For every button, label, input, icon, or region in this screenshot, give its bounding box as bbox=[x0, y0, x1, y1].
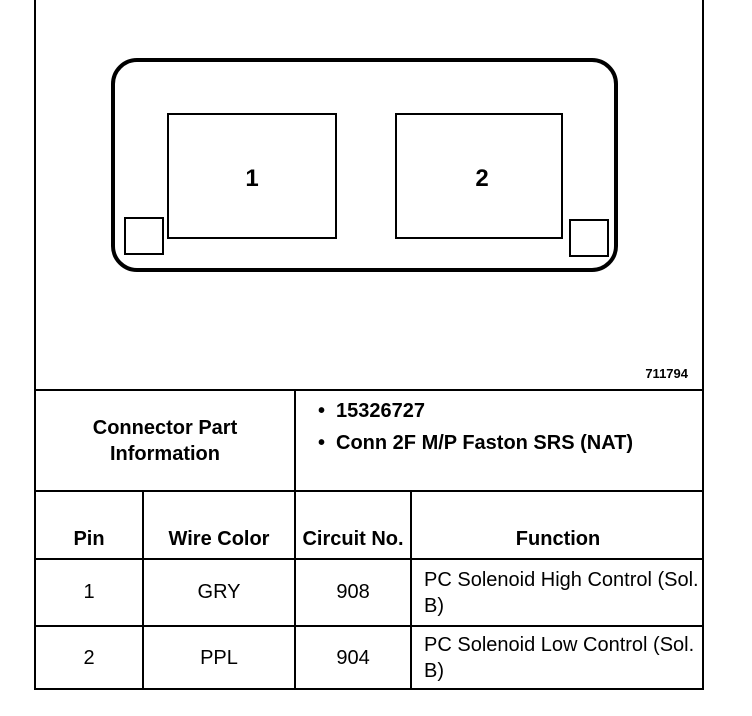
part-description: • Conn 2F M/P Faston SRS (NAT) bbox=[336, 431, 704, 455]
col-header-pin: Pin bbox=[36, 491, 143, 559]
connector-part-info bbox=[295, 390, 704, 491]
circuit-cell: 908 bbox=[295, 559, 411, 626]
connector-frame bbox=[34, 0, 704, 690]
connector-diagram bbox=[36, 0, 702, 390]
cavity-1-label: 1 bbox=[245, 165, 259, 192]
wire-color-cell: GRY bbox=[143, 559, 295, 626]
function-cell: PC Solenoid High Control (Sol. B) bbox=[411, 559, 704, 626]
connector-face-svg bbox=[36, 0, 706, 390]
header-row bbox=[36, 491, 704, 559]
pin-cell: 1 bbox=[36, 559, 143, 626]
circuit-cell: 904 bbox=[295, 626, 411, 689]
col-header-function: Function bbox=[411, 491, 704, 559]
connector-table bbox=[36, 389, 704, 689]
col-header-circuit: Circuit No. bbox=[295, 491, 411, 559]
part-number: • 15326727 bbox=[336, 399, 704, 423]
latch-left bbox=[125, 218, 163, 254]
col-header-wire-color: Wire Color bbox=[143, 491, 295, 559]
connector-part-info-label: Connector Part Information bbox=[36, 390, 295, 491]
info-row bbox=[36, 390, 704, 491]
pin-cell: 2 bbox=[36, 626, 143, 689]
latch-right bbox=[570, 220, 608, 256]
reference-number: 711794 bbox=[645, 366, 688, 381]
table-row bbox=[36, 626, 704, 689]
wire-color-cell: PPL bbox=[143, 626, 295, 689]
table-row bbox=[36, 559, 704, 626]
function-cell: PC Solenoid Low Control (Sol. B) bbox=[411, 626, 704, 689]
cavity-2-label: 2 bbox=[475, 165, 489, 192]
